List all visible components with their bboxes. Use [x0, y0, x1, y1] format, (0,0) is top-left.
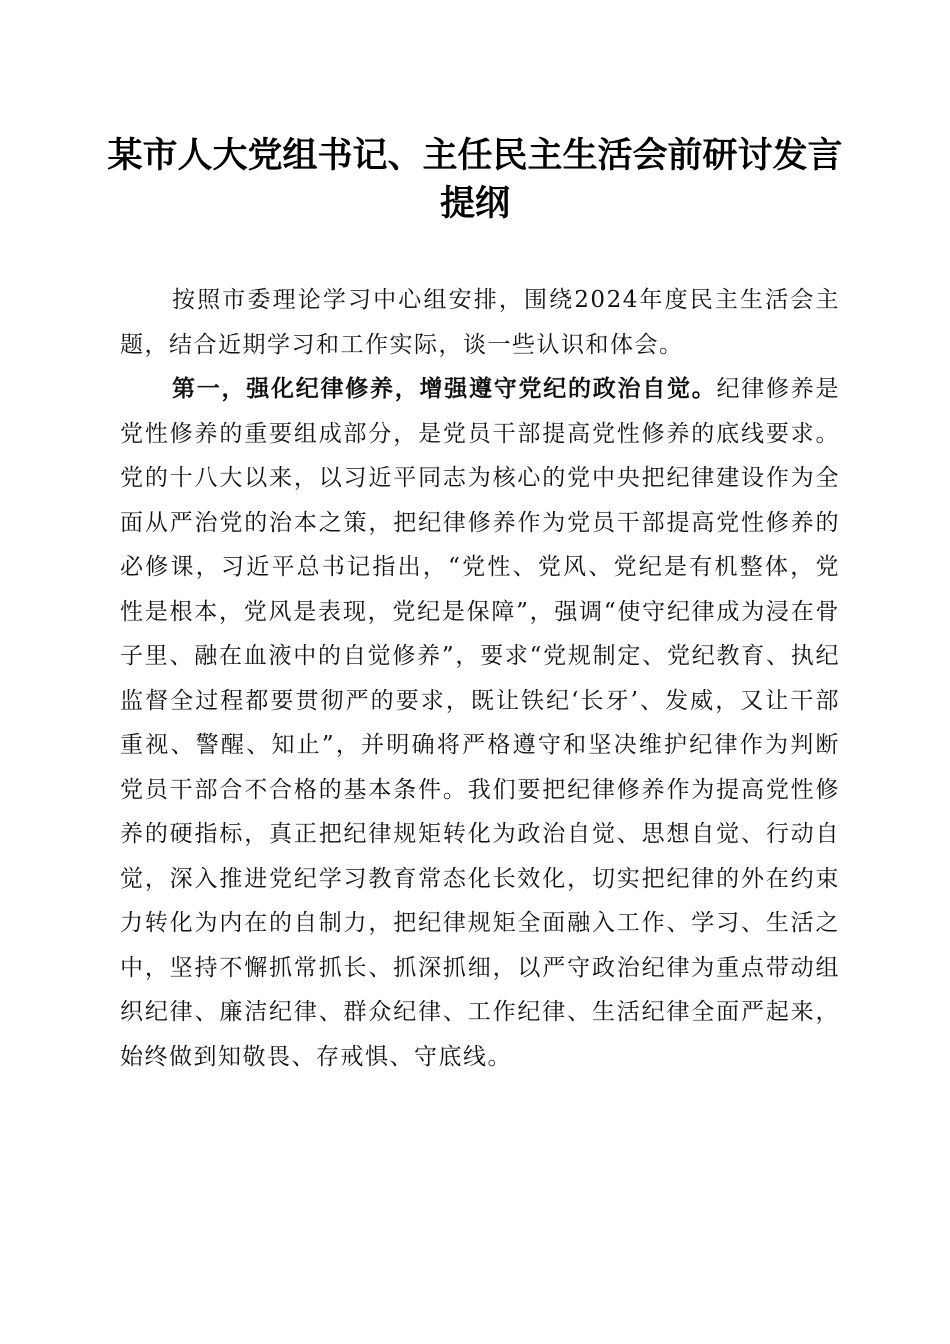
section-1-body: 纪律修养是党性修养的重要组成部分，是党员干部提高党性修养的底线要求。党的十八大以来，以习近平同志为核心的党中央把纪律建设作为全面从严治党的治本之策，把纪律修养作为党员干部提高党性修养的必修课，习近平总书记指出，“党性、党风、党纪是有机整体，党性是根本，党风是表现，党纪是保障”，强调“使守纪律成为浸在骨子里、融在血液中的自觉修养”，要求“党规制定、党纪教育、执纪监督全过程都要贯彻严的要求，既让铁纪‘长牙’、发威，又让干部重视、警醒、知止”，并明确将严格遵守和坚决维护纪律作为判断党员干部合不合格的基本条件。我们要把纪律修养作为提高党性修养的硬指标，真正把纪律规矩转化为政治自觉、思想自觉、行动自觉，深入推进党纪学习教育常态化长效化，切实把纪律的外在约束力转化为内在的自制力，把纪律规矩全面融入工作、学习、生活之中，坚持不懈抓常抓长、抓深抓细，以严守政治纪律为重点带动组织纪律、廉洁纪律、群众纪律、工作纪律、生活纪律全面严起来，始终做到知敬畏、存戒惧、守底线。 [120, 376, 840, 1070]
document-title: 某市人大党组书记、主任民主生活会前研讨发言提纲 [107, 135, 843, 224]
document-body [120, 278, 840, 1079]
section-1-heading: 第一，强化纪律修养，增强遵守党纪的政治自觉。 [172, 375, 717, 402]
section-1-paragraph [120, 367, 840, 1079]
intro-paragraph: 按照市委理论学习中心组安排，围绕2024年度民主生活会主题，结合近期学习和工作实际，谈一些认识和体会。 [120, 287, 840, 358]
